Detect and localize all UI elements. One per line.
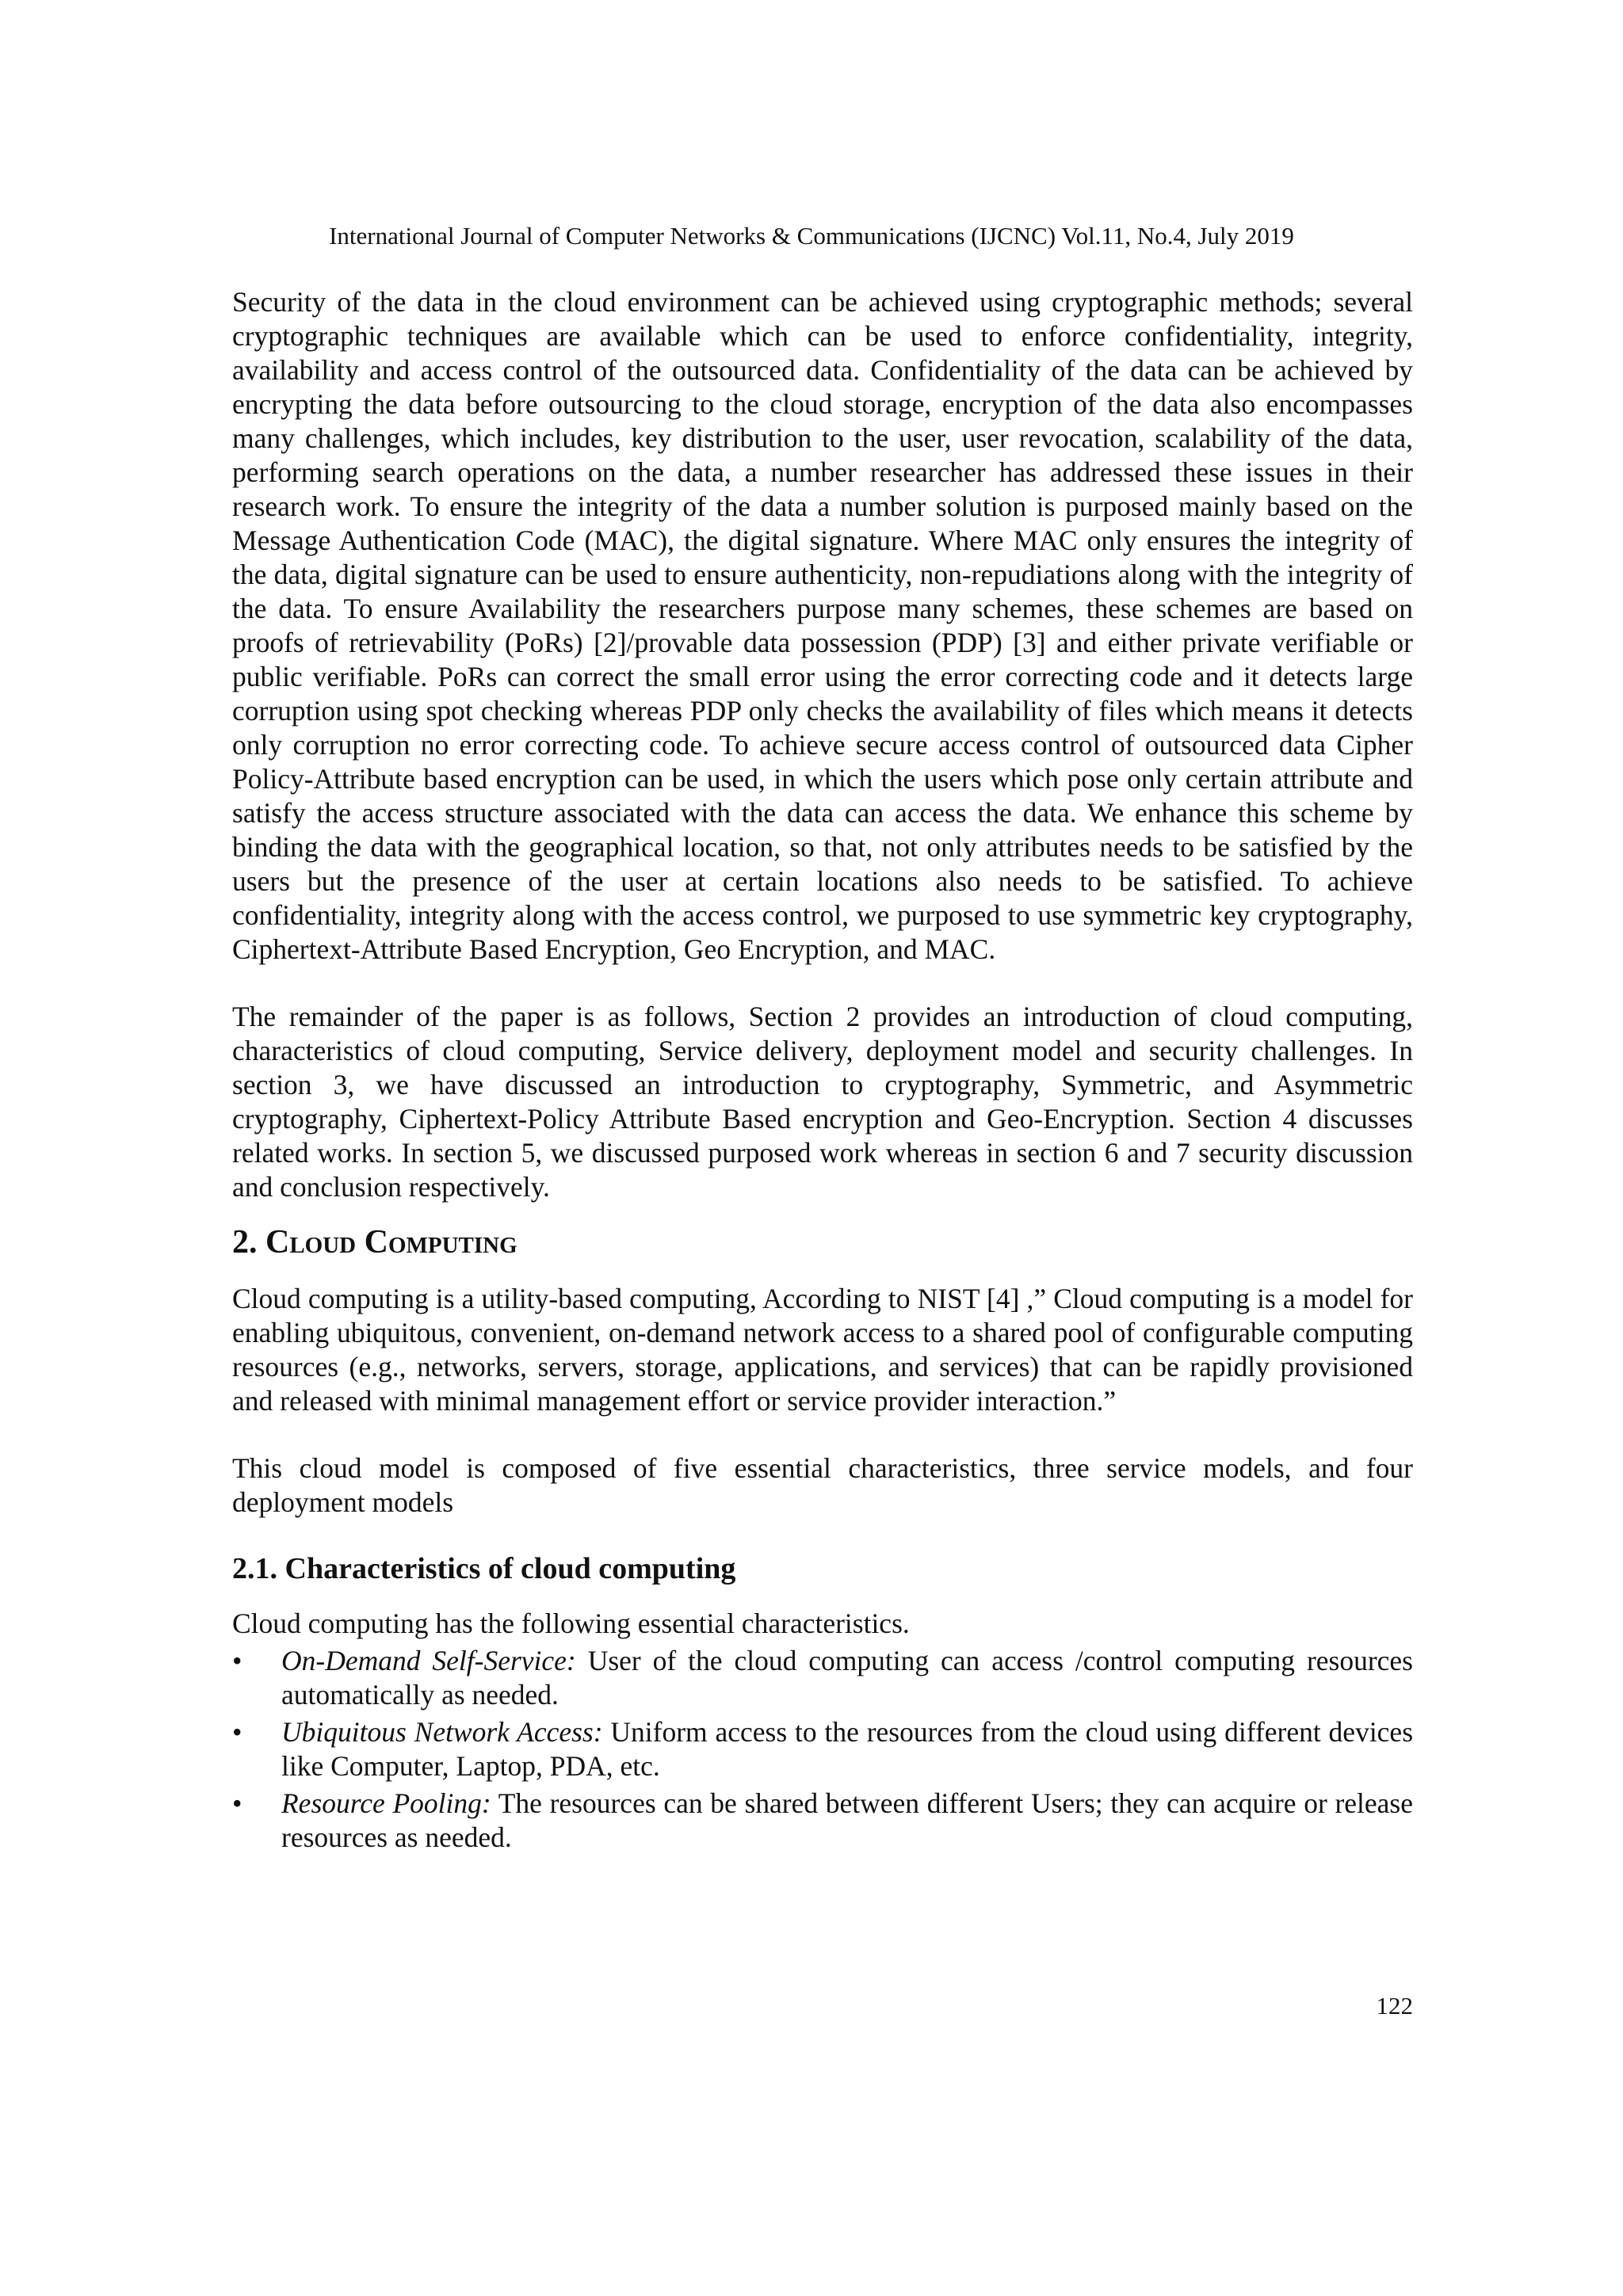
section-number: 2. xyxy=(232,1224,265,1261)
list-item-term: Resource Pooling: xyxy=(281,1787,491,1819)
characteristics-list xyxy=(232,1644,1413,1855)
subsection-heading-characteristics: 2.1. Characteristics of cloud computing xyxy=(232,1552,736,1585)
paragraph-paper-outline: The remainder of the paper is as follows, Section 2 provides an introduction of cloud computing, characteristics of cloud computing, Service delivery, deployment model and security challenges. In section 3, we have discussed an introduction to cryptography, Symmetric, and Asymmetric cryptography, Ciphertext-Policy Attribute Based encryption and Geo-Encryption. Section 4 discusses related works. In section 5, we discussed purposed work whereas in section 6 and 7 security discussion and conclusion respectively. xyxy=(232,1001,1413,1203)
list-item-text: The resources can be shared between different Users; they can acquire or release resources as needed. xyxy=(281,1787,1413,1853)
list-item xyxy=(232,1715,1413,1783)
page-body xyxy=(232,285,1413,1858)
paragraph-gap xyxy=(232,967,1413,1000)
bullet-marker: • xyxy=(232,1645,242,1676)
running-header: International Journal of Computer Networks & Communications (IJCNC) Vol.11, No.4, July 2019 xyxy=(329,222,1294,250)
list-item-term: Ubiquitous Network Access: xyxy=(281,1716,603,1748)
section-heading-cloud-computing xyxy=(232,1222,1413,1263)
paragraph-security-intro: Security of the data in the cloud environment can be achieved using cryptographic methods; several cryptographic techniques are available which can be used to enforce confidentiality, integrity, availability and access control of the outsourced data. Confidentiality of the data can be achieved by encrypting the data before outsourcing to the cloud storage, encryption of the data also encompasses many challenges, which includes, key distribution to the user, user revocation, scalability of the data, performing search operations on the data, a number researcher has addressed these issues in their research work. To ensure the integrity of the data a number solution is purposed mainly based on the Message Authentication Code (MAC), the digital signature. Where MAC only ensures the integrity of the data, digital signature can be used to ensure authenticity, non-repudiations along with the integrity of the data. To ensure Availability the researchers purpose many schemes, these schemes are based on proofs of retrievability (PoRs) [2]/provable data possession (PDP) [3] and either private verifiable or public verifiable. PoRs can correct the small error using the error correcting code and it detects large corruption using spot checking whereas PDP only checks the availability of files which means it detects only corruption no error correcting code. To achieve secure access control of outsourced data Cipher Policy-Attribute based encryption can be used, in which the users which pose only certain attribute and satisfy the access structure associated with the data can access the data. We enhance this scheme by binding the data with the geographical location, so that, not only attributes needs to be satisfied by the users but the presence of the user at certain locations also needs to be satisfied. To achieve confidentiality, integrity along with the access control, we purposed to use symmetric key cryptography, Ciphertext-Attribute Based Encryption, Geo Encryption, and MAC. xyxy=(232,286,1413,965)
section-title: Cloud Computing xyxy=(265,1224,517,1261)
page-number: 122 xyxy=(1376,1992,1413,2019)
list-item xyxy=(232,1787,1413,1855)
paragraph-cloud-model: This cloud model is composed of five essential characteristics, three service models, and four deployment models xyxy=(232,1452,1413,1518)
list-item-text: Uniform access to the resources from the cloud using different devices like Computer, Laptop, PDA, etc. xyxy=(281,1716,1414,1782)
paragraph-characteristics-intro: Cloud computing has the following essential characteristics. xyxy=(232,1608,910,1639)
list-item xyxy=(232,1644,1413,1712)
bullet-marker: • xyxy=(232,1716,242,1748)
list-item-term: On-Demand Self-Service: xyxy=(281,1645,576,1676)
list-item-text: User of the cloud computing can access /control computing resources automatically as needed. xyxy=(281,1645,1413,1711)
bullet-marker: • xyxy=(232,1787,242,1819)
paragraph-nist-definition: Cloud computing is a utility-based computing, According to NIST [4] ,” Cloud computing is a model for enabling ubiquitous, convenient, on-demand network access to a shared pool of configurable computing resources (e.g., networks, servers, storage, applications, and services) that can be rapidly provisioned and released with minimal management effort or service provider interaction.” xyxy=(232,1283,1413,1417)
paragraph-gap xyxy=(232,1418,1413,1451)
